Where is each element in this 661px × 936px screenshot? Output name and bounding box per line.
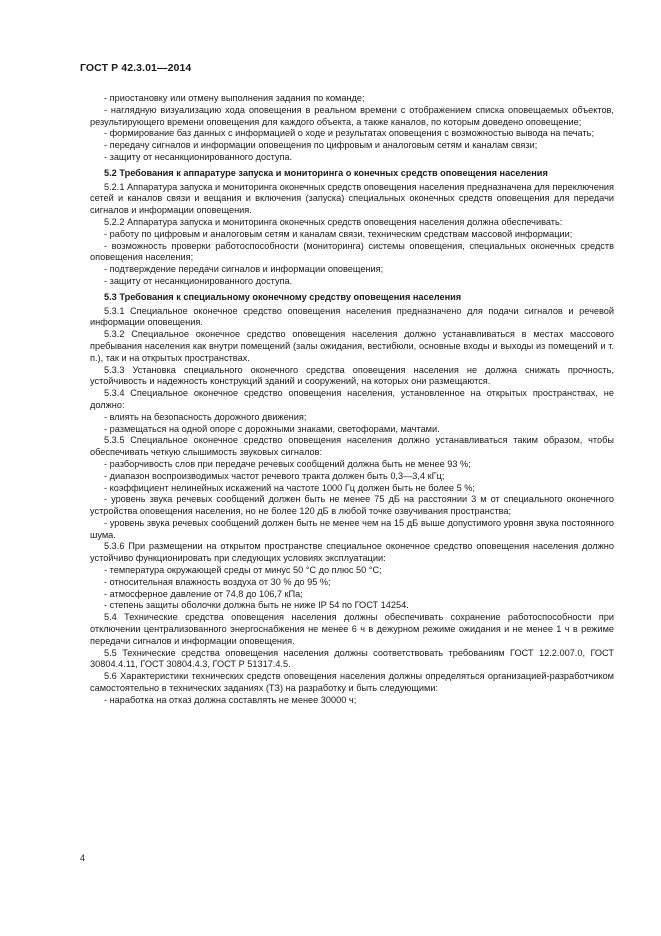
paragraph: - атмосферное давление от 74,8 до 106,7 кПа; [104, 588, 303, 599]
paragraph: - уровень звука речевых сообщений должен быть не менее 75 дБ на расстоянии 3 м от специального оконечного устройства оповещения населения, но не более 120 дБ в любой точке озвучивания пространства; [90, 494, 614, 517]
paragraph: 5.5 Технические средства оповещения населения должны соответствовать требованиям ГОСТ 12.2.007.0, ГОСТ 30804.4.11, ГОСТ 30804.4.3, ГОСТ Р 51317.4.5. [90, 647, 614, 670]
paragraph: - размещаться на одной опоре с дорожными знаками, светофорами, мачтами. [104, 423, 440, 434]
paragraph: - наглядную визуализацию хода оповещения в реальном времени с отображением списка оповещаемых объектов, результирующего времени оповещения для каждого объекта, а также каналов, по которым доведено оповещение; [90, 104, 614, 127]
paragraph: - уровень звука речевых сообщений должен быть не менее чем на 15 дБ выше допустимого уровня звука постоянного шума. [90, 517, 614, 540]
section-heading-5-3: 5.3 Требования к специальному оконечному средству оповещения населения [104, 291, 462, 302]
paragraph: 5.3.5 Специальное оконечное средство оповещения населения должно устанавливаться таким образом, чтобы обеспечивать четкую слышимость звуковых сигналов: [90, 435, 614, 458]
paragraph: - степень защиты оболочки должна быть не ниже IP 54 по ГОСТ 14254. [104, 600, 409, 611]
paragraph: - возможность проверки работоспособности (мониторинга) системы оповещения, специальных оконечных средств оповещения населения; [90, 240, 614, 263]
paragraph: 5.3.3 Установка специального оконечного средства оповещения населения не должна снижать прочность, устойчивость и надежность конструкций зданий и сооружений, на которых они размещаются. [90, 364, 614, 387]
paragraph: - передачу сигналов и информации оповещения по цифровым и аналоговым сетям и каналам связи; [104, 140, 538, 151]
paragraph: - работу по цифровым и аналоговым сетям и каналам связи, техническим средствам массовой информации; [104, 228, 573, 239]
paragraph: - наработка на отказ должна составлять не менее 30000 ч; [104, 694, 357, 705]
paragraph: 5.3.4 Специальное оконечное средство оповещения населения, установленное на открытых пространствах, не должно: [90, 388, 614, 410]
page-number: 4 [80, 853, 86, 863]
document-header: ГОСТ Р 42.3.01—2014 [80, 62, 192, 74]
paragraph: 5.3.1 Специальное оконечное средство оповещения населения предназначено для подачи сигналов и речевой информации оповещения. [90, 305, 614, 328]
section-heading-5-2: 5.2 Требования к аппаратуре запуска и мониторинга о конечных средств оповещения населения [104, 167, 548, 178]
paragraph: - формирование баз данных с информацией о ходе и результатах оповещения с возможностью вывода на печать; [104, 128, 594, 139]
paragraph: - диапазон воспроизводимых частот речевого тракта должен быть 0,3—3,4 кГц; [104, 470, 445, 481]
paragraph: 5.4 Технические средства оповещения населения должны обеспечивать сохранение работоспособности при отключении централизованного энергоснабжения не менее 6 ч в дежурном режиме ожидания и не менее 1 ч в режиме передачи сигналов и информации оповещения. [90, 612, 614, 646]
paragraph: - разборчивость слов при передаче речевых сообщений должна быть не менее 93 %; [104, 458, 471, 469]
paragraph: - относительная влажность воздуха от 30 % до 95 %; [104, 576, 331, 587]
paragraph: - температура окружающей среды от минус 50 °С до плюс 50 °С; [104, 565, 382, 576]
paragraph: 5.3.2 Специальное оконечное средство оповещения населения должно устанавливаться в местах массового пребывания населения как внутри помещений (залы ожидания, вестибюли, основные входы и выходы из помещений и т. п.), так и на открытых пространствах. [90, 329, 614, 363]
paragraph: - коэффициент нелинейных искажений на частоте 1000 Гц должен быть не более 5 %; [104, 482, 475, 493]
document-body [90, 93, 614, 707]
paragraph: 5.3.6 При размещении на открытом пространстве специальное оконечное средство оповещения населения должно устойчиво функционировать при следующих условиях эксплуатации: [90, 541, 614, 564]
paragraph: 5.6 Характеристики технических средств оповещения населения должны определяться организацией-разработчиком самостоятельно в технических заданиях (ТЗ) на разработку и быть следующими: [90, 671, 614, 694]
paragraph: - подтверждение передачи сигналов и информации оповещения; [104, 264, 384, 275]
paragraph: - защиту от несанкционированного доступа. [104, 151, 293, 162]
paragraph: - приостановку или отмену выполнения задания по команде; [104, 93, 365, 103]
paragraph: - защиту от несанкционированного доступа. [104, 275, 293, 286]
paragraph: - влиять на безопасность дорожного движения; [104, 411, 307, 422]
paragraph: 5.2.1 Аппаратура запуска и мониторинга оконечных средств оповещения населения предназначена для переключения сетей и каналов связи и вещания и включения (запуска) специальных оконечных средств оповещения для передачи сигналов и информации оповещения. [90, 181, 614, 216]
paragraph: 5.2.2 Аппаратура запуска и мониторинга оконечных средств оповещения населения должна обеспечивать: [104, 216, 563, 227]
